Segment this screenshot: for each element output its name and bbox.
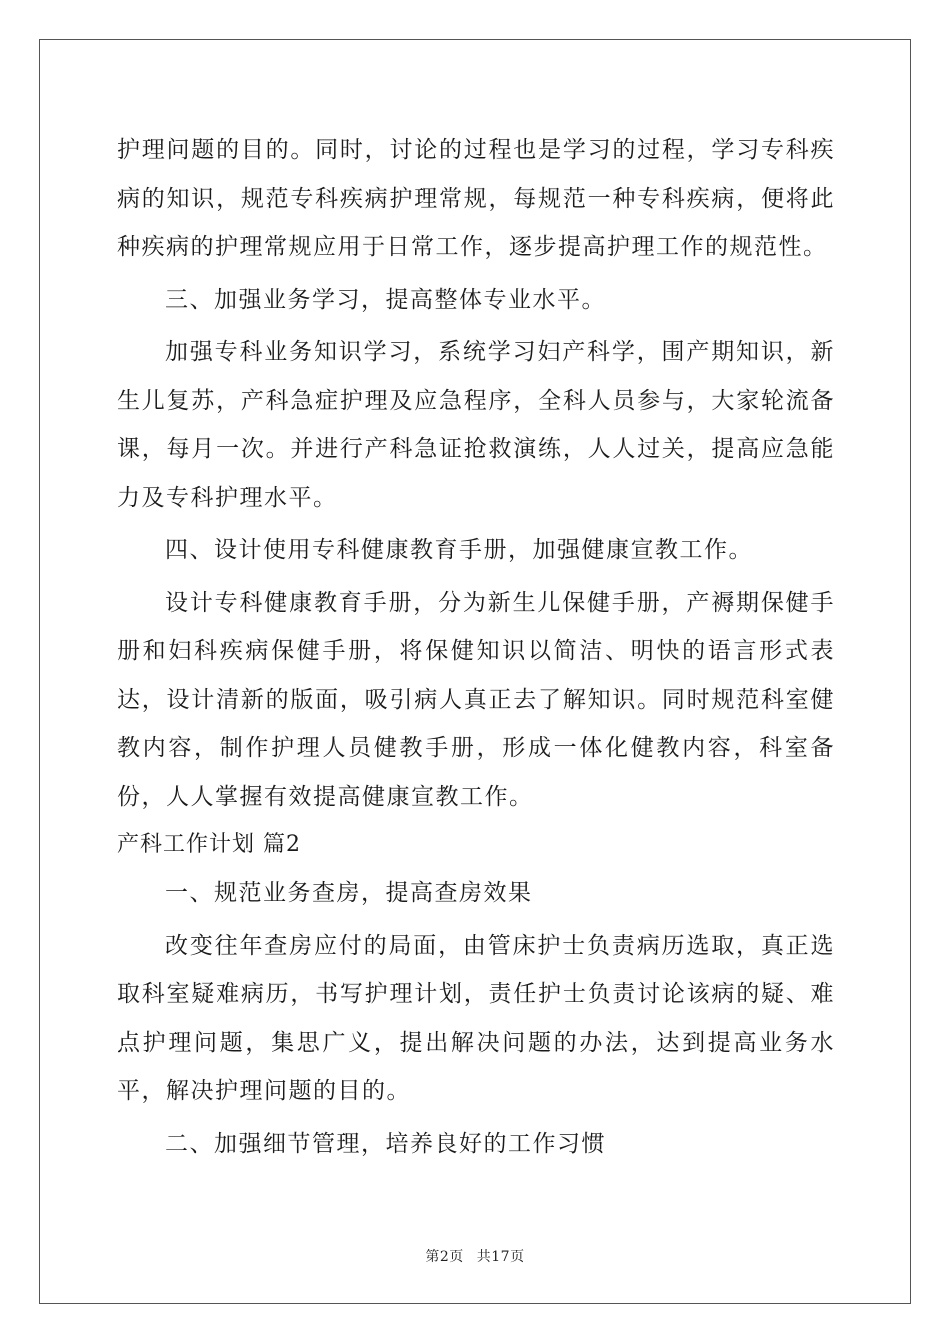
plan-title: 产科工作计划 篇2 — [117, 832, 301, 857]
paragraph-health-manual: 设计专科健康教育手册，分为新生儿保健手册，产褥期保健手册和妇科疾病保健手册，将保健知识以简洁、明快的语言形式表达，设计清新的版面，吸引病人真正去了解知识。同时规范科室健教内容，制作护理人员健教手册，形成一体化健教内容，科室备份，人人掌握有效提高健康宣教工作。 — [117, 589, 835, 810]
current-page-number: 第2页 — [425, 1249, 464, 1265]
section-heading-one: 一、规范业务查房，提高查房效果 — [165, 880, 533, 906]
section-heading-four: 四、设计使用专科健康教育手册，加强健康宣教工作。 — [165, 537, 753, 563]
section-heading-two: 二、加强细节管理，培养良好的工作习惯 — [165, 1130, 606, 1157]
document-body — [117, 126, 835, 1168]
paragraph-ward-rounds: 改变往年查房应付的局面，由管床护士负责病历选取，真正选取科室疑难病历，书写护理计划，责任护士负责讨论该病的疑、难点护理问题，集思广义，提出解决问题的办法，达到提高业务水平，解决护理问题的目的。 — [117, 932, 835, 1104]
paragraph-continued: 护理问题的目的。同时，讨论的过程也是学习的过程，学习专科疾病的知识，规范专科疾病护理常规，每规范一种专科疾病，便将此种疾病的护理常规应用于日常工作，逐步提高护理工作的规范性。 — [117, 137, 835, 260]
paragraph-business-study: 加强专科业务知识学习，系统学习妇产科学，围产期知识，新生儿复苏，产科急症护理及应急程序，全科人员参与，大家轮流备课，每月一次。并进行产科急证抢救演练，人人过关，提高应急能力及专科护理水平。 — [117, 339, 835, 511]
page-footer — [0, 1246, 950, 1266]
section-heading-three: 三、加强业务学习，提高整体专业水平。 — [165, 286, 606, 313]
total-pages: 共17页 — [476, 1249, 525, 1265]
